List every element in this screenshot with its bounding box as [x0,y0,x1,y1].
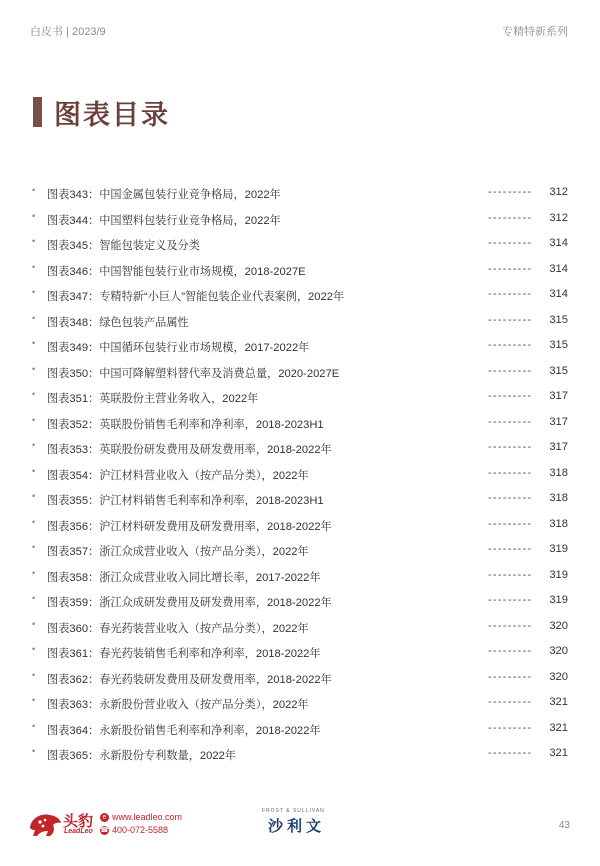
toc-entry-page: 318 [549,492,568,504]
toc-entry-label: 图表348：绿色包装产品属性 [47,316,189,329]
toc-entry-leader: --------- [488,364,533,377]
toc-entry[interactable] [32,183,568,209]
toc-entry-label: 图表351：英联股份主营业务收入，2022年 [47,393,259,405]
bullet-icon: • [32,720,36,731]
toc-entry-label: 图表356：沪江材料研发费用及研发费用率，2018-2022年 [47,520,332,533]
toc-entry[interactable] [32,234,568,260]
bullet-icon: • [32,516,36,527]
logo-text-en: LeadLeo [64,828,93,835]
toc-entry-leader: --------- [488,568,533,581]
toc-entry-label: 图表359：浙江众成研发费用及研发费用率，2018-2022年 [47,597,332,609]
toc-entry-leader: --------- [488,339,533,351]
toc-entry-leader: --------- [488,313,533,326]
bullet-icon: • [32,593,36,603]
toc-entry[interactable] [32,285,568,311]
toc-entry-page: 317 [549,441,568,453]
bullet-icon: • [32,567,36,578]
bullet-icon: • [32,236,36,246]
page-title: 图表目录 [54,99,170,130]
toc-entry[interactable] [32,515,568,541]
bullet-icon: • [32,338,36,348]
bullet-icon: • [32,312,36,323]
toc-entry-leader: --------- [488,645,533,657]
toc-entry-leader: --------- [488,237,533,249]
toc-entry-page: 320 [549,645,568,657]
contact-info [100,811,182,837]
toc-entry[interactable] [32,744,568,770]
toc-entry[interactable] [32,668,568,694]
bullet-icon: • [32,746,36,756]
toc-entry-page: 318 [549,466,568,479]
toc-entry-page: 321 [549,696,568,708]
toc-entry[interactable] [32,642,568,668]
toc-list [32,183,568,770]
header-left: 白皮书 | 2023/9 [30,26,106,38]
title-block [33,96,170,128]
toc-entry-label: 图表354：沪江材料营业收入（按产品分类），2022年 [47,469,309,482]
bullet-icon: • [32,363,36,374]
toc-entry[interactable] [32,260,568,286]
phone-icon: ☎ [100,827,109,835]
toc-entry-page: 317 [549,390,568,402]
toc-entry-leader: --------- [488,441,533,453]
toc-entry-page: 320 [549,619,568,632]
bullet-icon: • [32,695,36,705]
toc-entry-leader: --------- [488,466,533,479]
toc-entry-page: 312 [549,186,568,198]
bullet-icon: • [32,669,36,680]
toc-entry-page: 315 [549,339,568,351]
toc-entry-label: 图表362：春光药装研发费用及研发费用率，2018-2022年 [47,673,332,686]
toc-entry[interactable] [32,311,568,337]
toc-entry-label: 图表352：英联股份销售毛利率和净利率，2018-2023H1 [47,418,324,431]
phone-number: 400-072-5588 [112,825,169,835]
toc-entry-label: 图表346：中国智能包装行业市场规模，2018-2027E [47,265,306,278]
toc-entry-leader: --------- [488,747,533,759]
title-accent-bar [33,97,42,127]
bullet-icon: • [32,261,36,272]
toc-entry-leader: --------- [488,211,533,224]
bullet-icon: • [32,414,36,425]
toc-entry-page: 319 [549,568,568,581]
frost-sullivan-logo-cn: 沙利文 [268,818,326,835]
toc-entry[interactable] [32,591,568,617]
toc-entry-leader: --------- [488,262,533,275]
toc-entry[interactable] [32,489,568,515]
toc-entry-label: 图表343：中国金属包装行业竞争格局，2022年 [47,189,281,201]
toc-entry-label: 图表355：沪江材料销售毛利率和净利率，2018-2023H1 [47,495,324,507]
toc-entry-leader: --------- [488,415,533,428]
toc-entry[interactable] [32,693,568,719]
toc-entry-label: 图表353：英联股份研发费用及研发费用率，2018-2022年 [47,444,332,456]
bullet-icon: • [32,389,36,399]
toc-entry-page: 315 [549,364,568,377]
bullet-icon: • [32,185,36,195]
bullet-icon: • [32,210,36,221]
toc-entry[interactable] [32,362,568,388]
toc-entry-label: 图表345：智能包装定义及分类 [47,240,200,252]
footer [0,800,600,866]
toc-entry-page: 321 [549,721,568,734]
toc-entry[interactable] [32,336,568,362]
toc-entry-leader: --------- [488,288,533,300]
toc-entry-page: 314 [549,262,568,275]
logo-text-cn: 头豹 [63,813,94,830]
toc-entry-label: 图表358：浙江众成营业收入同比增长率，2017-2022年 [47,571,321,584]
toc-entry-leader: --------- [488,543,533,555]
bullet-icon: • [32,440,36,450]
toc-entry[interactable] [32,540,568,566]
toc-entry-label: 图表344：中国塑料包装行业竞争格局，2022年 [47,214,281,227]
bullet-icon: • [32,618,36,629]
toc-entry[interactable] [32,719,568,745]
toc-entry-label: 图表347：专精特新“小巨人”智能包装企业代表案例，2022年 [47,291,345,303]
toc-entry[interactable] [32,413,568,439]
toc-entry-page: 314 [549,237,568,249]
toc-entry-label: 图表363：永新股份营业收入（按产品分类），2022年 [47,699,309,711]
toc-entry-leader: --------- [488,619,533,632]
toc-entry[interactable] [32,617,568,643]
bullet-icon: • [32,287,36,297]
toc-entry-label: 图表365：永新股份专利数量，2022年 [47,750,236,762]
toc-entry-leader: --------- [488,492,533,504]
toc-entry-page: 320 [549,670,568,683]
toc-entry-label: 图表349：中国循环包装行业市场规模，2017-2022年 [47,342,310,354]
toc-entry[interactable] [32,438,568,464]
toc-entry[interactable] [32,566,568,592]
website-link[interactable]: www.leadleo.com [112,812,183,822]
toc-entry-leader: --------- [488,390,533,402]
header-right: 专精特新系列 [502,26,568,38]
toc-entry-leader: --------- [488,696,533,708]
globe-icon: e [100,813,109,822]
toc-entry[interactable] [32,387,568,413]
toc-entry-label: 图表361：春光药装销售毛利率和净利率，2018-2022年 [47,648,321,660]
frost-sullivan-logo-en: FROST & SULLIVAN [262,808,325,814]
toc-entry-page: 319 [549,543,568,555]
toc-entry-page: 314 [549,288,568,300]
page-number: 43 [558,820,570,831]
toc-entry-page: 318 [549,517,568,530]
toc-entry-label: 图表360：春光药装营业收入（按产品分类），2022年 [47,622,309,635]
toc-entry-page: 321 [549,747,568,759]
toc-entry-label: 图表350：中国可降解塑料替代率及消费总量，2020-2027E [47,367,340,380]
toc-entry-label: 图表364：永新股份销售毛利率和净利率，2018-2022年 [47,724,321,737]
bullet-icon: • [32,644,36,654]
toc-entry-leader: --------- [488,186,533,198]
toc-entry-page: 319 [549,594,568,606]
toc-entry-leader: --------- [488,517,533,530]
bullet-icon: • [32,491,36,501]
toc-entry[interactable] [32,209,568,235]
toc-entry-page: 317 [549,415,568,428]
leopard-logo-icon [28,809,62,839]
toc-entry-leader: --------- [488,721,533,734]
bullet-icon: • [32,542,36,552]
bullet-icon: • [32,465,36,476]
toc-entry-page: 312 [549,211,568,224]
toc-entry-page: 315 [549,313,568,326]
toc-entry-leader: --------- [488,594,533,606]
toc-entry-label: 图表357：浙江众成营业收入（按产品分类），2022年 [47,546,309,558]
toc-entry-leader: --------- [488,670,533,683]
toc-entry[interactable] [32,464,568,490]
